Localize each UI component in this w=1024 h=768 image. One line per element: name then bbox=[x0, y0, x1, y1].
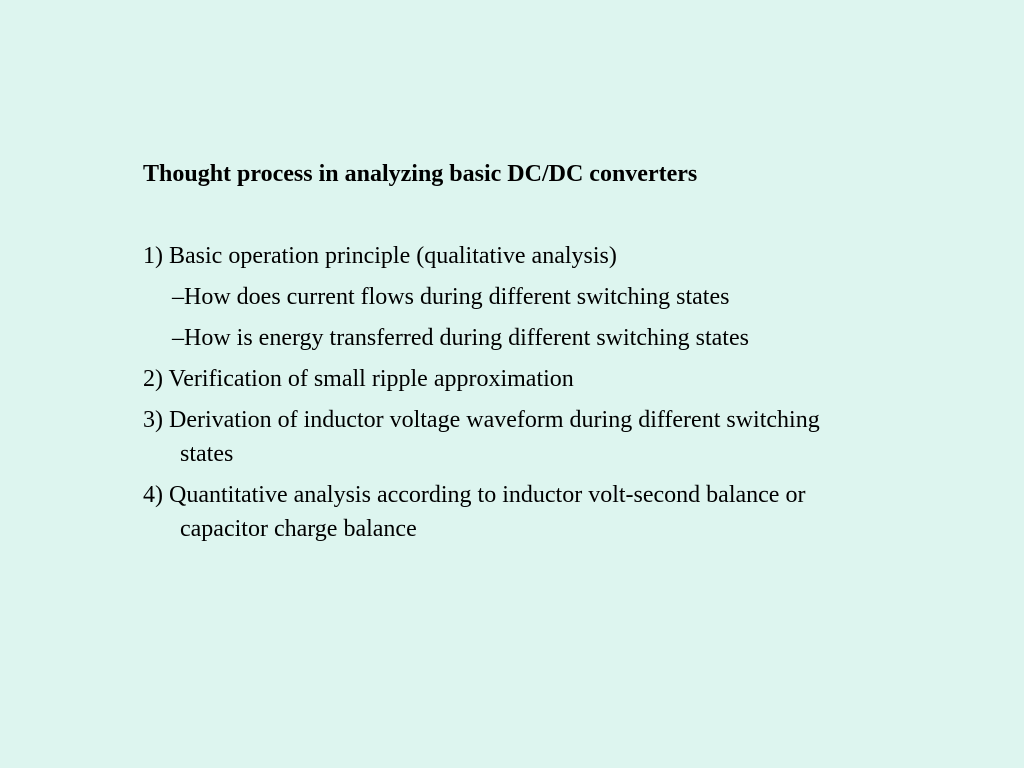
list-item-text: 2) Verification of small ripple approximation bbox=[143, 366, 574, 392]
list-subitem-1 bbox=[172, 280, 729, 314]
list-item-continuation: states bbox=[180, 441, 234, 467]
list-item-text: 1) Basic operation principle (qualitative analysis) bbox=[143, 243, 617, 269]
list-item-text: 4) Quantitative analysis according to inductor volt-second balance or bbox=[143, 482, 806, 508]
list-item-text: 3) Derivation of inductor voltage waveform during different switching bbox=[143, 407, 820, 433]
slide-title: Thought process in analyzing basic DC/DC converters bbox=[143, 161, 698, 187]
list-item-3 bbox=[143, 403, 820, 471]
list-item-4 bbox=[143, 478, 805, 546]
list-subitem-2 bbox=[172, 321, 749, 355]
list-item-1 bbox=[143, 239, 617, 273]
list-item-2 bbox=[143, 362, 574, 396]
list-item-continuation: capacitor charge balance bbox=[180, 516, 417, 542]
list-subitem-text: –How is energy transferred during different switching states bbox=[172, 325, 749, 351]
list-subitem-text: –How does current flows during different switching states bbox=[172, 284, 730, 310]
